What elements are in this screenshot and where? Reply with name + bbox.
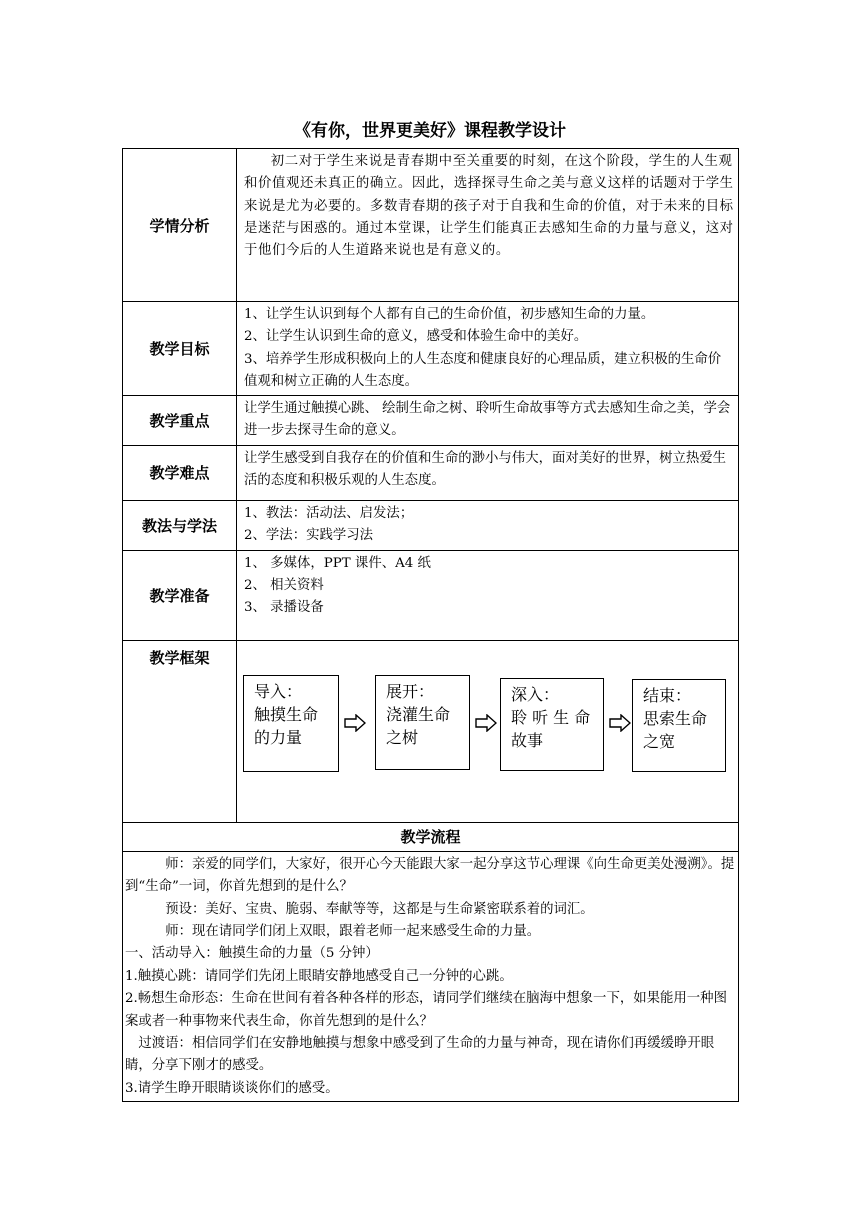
row-framework <box>123 640 739 822</box>
framework-flow <box>237 641 738 821</box>
process-paragraph: 2.畅想生命形态：生命在世间有着各种各样的形态，请同学们继续在脑海中想象一下，如果能用一种图案或者一种事物来代表生命，你首先想到的是什么？ <box>125 991 727 1029</box>
process-paragraph: 3.请学生睁开眼睛谈谈你们的感受。 <box>125 1080 339 1096</box>
arrow-right-icon <box>609 714 631 732</box>
document-title: 《有你，世界更美好》课程教学设计 <box>294 121 566 141</box>
preparation-item: 2、 相关资料 <box>244 578 324 594</box>
process-heading: 教学流程 <box>123 822 739 851</box>
content-goals <box>237 302 739 396</box>
method-item: 1、教法：活动法、启发法； <box>244 505 414 521</box>
content-difficulties: 让学生感受到自我存在的价值和生命的渺小与伟大，面对美好的世界，树立热爱生活的态度和积极乐观的人生态度。 <box>237 445 739 500</box>
content-framework <box>237 640 739 822</box>
label-preparation: 教学准备 <box>123 550 237 640</box>
framework-step-intro: 导入： 触摸生命的力量 <box>243 675 339 772</box>
content-key-points: 让学生通过触摸心跳、 绘制生命之树、聆听生命故事等方式去感知生命之美，学会进一步去探寻生命的意义。 <box>237 396 739 446</box>
row-analysis <box>123 149 739 302</box>
process-section-heading: 一、活动导入：触摸生命的力量（5 分钟） <box>125 946 379 962</box>
row-difficulties <box>123 445 739 500</box>
arrow-right-icon <box>344 714 366 732</box>
process-paragraph: 师：现在请同学们闭上双眼，跟着老师一起来感受生命的力量。 <box>165 924 541 939</box>
method-item: 2、学法：实践学习法 <box>244 528 374 544</box>
goal-item: 2、让学生认识到生命的意义，感受和体验生命中的美好。 <box>244 329 588 345</box>
row-methods <box>123 500 739 550</box>
label-methods: 教法与学法 <box>123 500 237 550</box>
row-preparation <box>123 550 739 640</box>
framework-step-conclude: 结束： 思索生命之宽 <box>632 679 726 772</box>
lesson-design-table <box>122 148 739 1102</box>
preparation-item: 3、 录播设备 <box>244 600 324 616</box>
preparation-item: 1、 多媒体，PPT 课件、A4 纸 <box>244 555 431 571</box>
content-analysis <box>237 149 739 302</box>
label-key-points: 教学重点 <box>123 396 237 446</box>
analysis-text: 初二对于学生来说是青春期中至关重要的时刻，在这个阶段，学生的人生观和价值观还未真正的确立。因此，选择探寻生命之美与意义这样的话题对于学生来说是尤为必要的。多数青春期的孩子对于自我和生命的价值，对于未来的目标是迷茫与困惑的。通过本堂课，让学生们能真正去感知生命的力量与意义，这对于他们今后的人生道路来说也是有意义的。 <box>244 154 734 259</box>
row-process-body <box>123 851 739 1101</box>
label-difficulties: 教学难点 <box>123 445 237 500</box>
framework-step-deepen: 深入： 聆 听 生 命故事 <box>500 678 604 771</box>
arrow-right-icon <box>475 714 497 732</box>
label-goals: 教学目标 <box>123 302 237 396</box>
goal-item: 1、让学生认识到每个人都有自己的生命价值，初步感知生命的力量。 <box>244 307 655 322</box>
row-goals <box>123 302 739 396</box>
process-paragraph: 过渡语：相信同学们在安静地触摸与想象中感受到了生命的力量与神奇，现在请你们再缓缓睁开眼睛，分享下刚才的感受。 <box>125 1036 715 1074</box>
process-paragraph: 1.触摸心跳：请同学们先闭上眼睛安静地感受自己一分钟的心跳。 <box>125 968 513 984</box>
process-body <box>123 851 739 1101</box>
content-preparation <box>237 550 739 640</box>
label-framework: 教学框架 <box>123 640 237 822</box>
row-process-heading <box>123 822 739 851</box>
framework-step-expand: 展开： 浇灌生命之树 <box>375 675 470 770</box>
process-paragraph: 师：亲爱的同学们，大家好，很开心今天能跟大家一起分享这节心理课《向生命更美处漫溯》。提到“生命”一词，你首先想到的是什么？ <box>125 856 735 895</box>
content-methods <box>237 500 739 550</box>
row-key-points <box>123 396 739 446</box>
goal-item: 3、培养学生形成积极向上的人生态度和健康良好的心理品质，建立积极的生命价值观和树立正确的人生态度。 <box>244 351 722 389</box>
process-paragraph: 预设：美好、宝贵、脆弱、奉献等等，这都是与生命紧密联系着的词汇。 <box>165 901 594 917</box>
label-analysis: 学情分析 <box>123 149 237 302</box>
